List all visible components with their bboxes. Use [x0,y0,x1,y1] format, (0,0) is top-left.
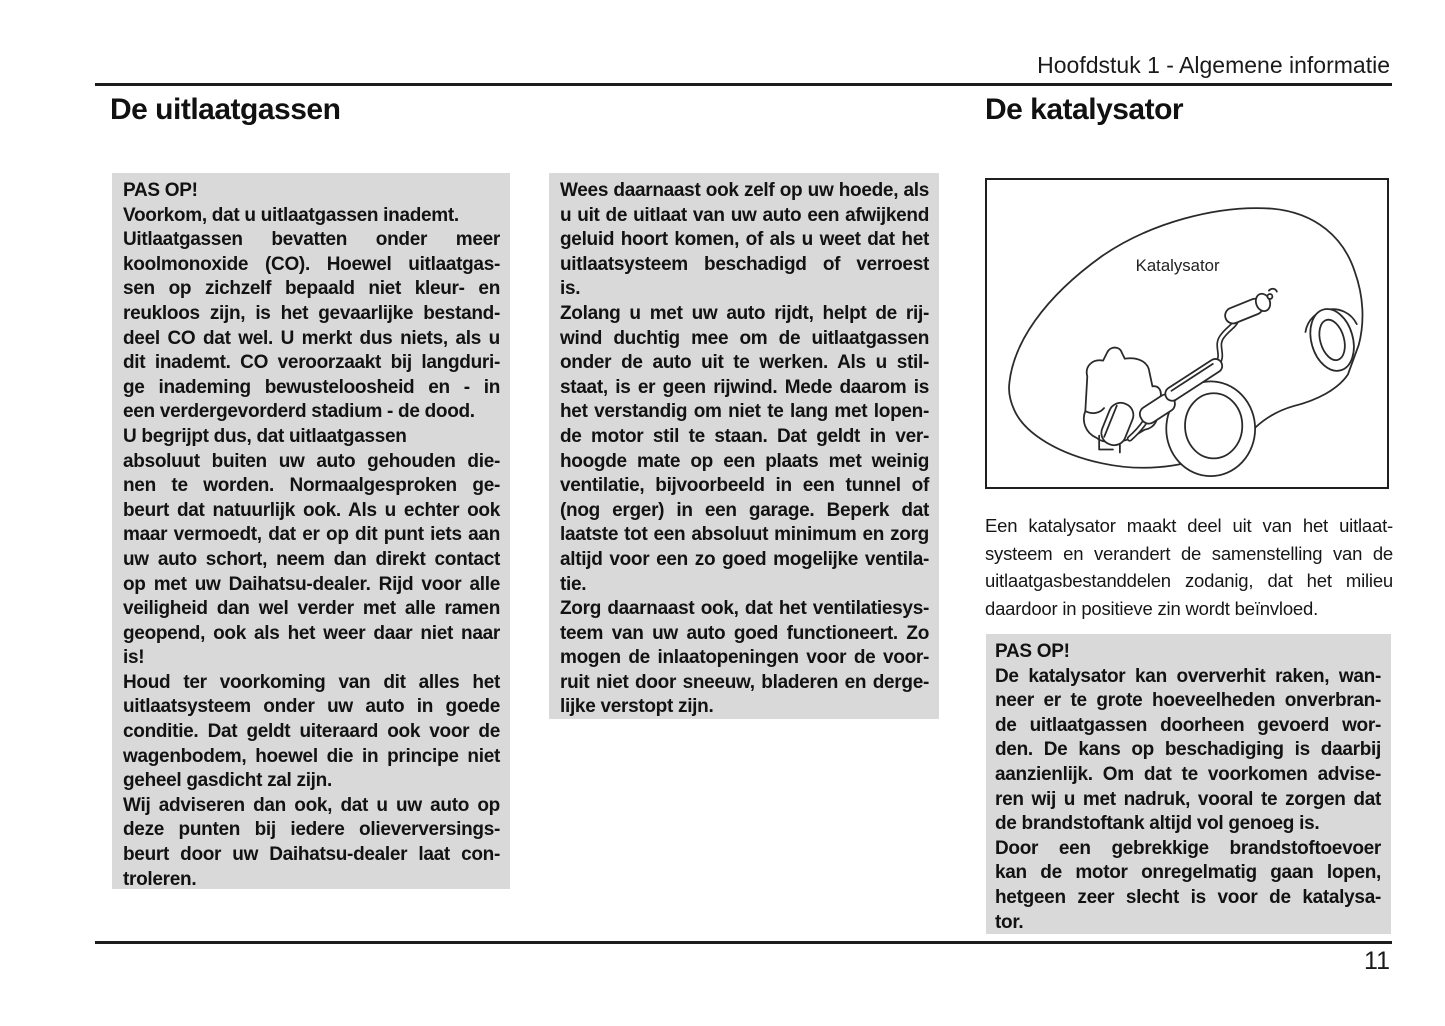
text-line: daardoor in positieve zin wordt beïnvloed. [985,597,1319,619]
text-line: kan de motor onregelmatig gaan lopen, [995,862,1381,884]
text-line: Houd ter voorkoming van dit alles het [123,671,500,693]
text-line: lijke verstopt zijn. [560,696,714,718]
text-line: onder de auto uit te werken. Als u stil- [560,352,929,374]
text-line: op met uw Daihatsu-dealer. Rijd voor alle [123,573,500,595]
text-line: u uit de uitlaat van uw auto een afwijkend [560,204,929,226]
text-line: ren wij u met nadruk, vooral te zorgen dat [995,788,1381,810]
text-line: de uitlaatgassen doorheen gevoerd wor- [995,714,1381,736]
text-line: Wees daarnaast ook zelf op uw hoede, als [560,180,929,201]
text-line: hoogde mate op een plaats met weinig [560,450,929,472]
car-exhaust-illustration [987,180,1387,487]
text-line: Door een gebrekkige brandstoftoevoer [995,837,1381,859]
text-line: is. [560,278,581,300]
catalyst-intro-paragraph [985,512,1393,622]
text-line: U begrijpt dus, dat uitlaatgassen [123,425,407,447]
footer-rule [95,941,1392,944]
text-line: de motor stil te staan. Dat geldt in ver- [560,425,929,447]
text-line: systeem en verandert de samenstelling van de [985,542,1393,564]
warning-box-exhaust [112,173,510,889]
text-line: geheel gasdicht zal zijn. [123,770,332,792]
text-line: uw auto schort, neem dan direkt contact [123,548,500,570]
text-line: absoluut buiten uw auto gehouden die- [123,450,500,472]
text-line: laatste tot een absoluut minimum en zorg [560,524,929,546]
text-line: dit inademt. CO veroorzaakt bij langduri- [123,352,500,374]
figure-label: Katalysator [1135,255,1220,275]
text-line: nen te worden. Normaalgesproken ge- [123,475,500,497]
text-line: staat, is er geen rijwind. Mede daarom is [560,376,929,398]
text-line: troleren. [123,868,197,890]
text-line: veiligheid dan wel verder met alle ramen [123,598,500,620]
text-line: maar vermoedt, dat er op dit punt iets aan [123,524,500,546]
text-line: beurt dat natuurlijk ook. Als u echter ook [123,499,500,521]
text-line: aanzienlijk. Om dat te voorkomen advise- [995,763,1381,785]
text-line: ruit niet door sneeuw, bladeren en derge- [560,671,929,693]
text-line: den. De kans op beschadiging is daarbij [995,739,1381,761]
text-line: De katalysator kan oververhit raken, wan- [995,665,1381,687]
text-line: wind duchtig mee om de uitlaatgassen [560,327,929,349]
text-line: mogen de inlaatopeningen voor de voor- [560,647,929,669]
text-line: PAS OP! [995,641,1070,662]
text-line: wagenbodem, hoewel die in principe niet [123,745,500,767]
text-line: PAS OP! [123,180,198,201]
text-line: Wij adviseren dan ook, dat u uw auto op [123,794,500,816]
text-line: reukloos zijn, is het gevaarlijke bestand- [123,302,500,324]
text-line: (nog erger) in een garage. Beperk dat [560,499,929,521]
text-line: hetgeen zeer slecht is voor de katalysa- [995,886,1381,908]
text-line: deze punten bij iedere olieverversings- [123,819,500,841]
page-number: 11 [1364,947,1390,975]
text-line: neer er te grote hoeveelheden onverbran- [995,690,1381,712]
text-line: sen op zichzelf bepaald niet kleur- en [123,278,500,300]
text-line: Uitlaatgassen bevatten onder meer [123,229,500,251]
text-line: Zolang u met uw auto rijdt, helpt de rij- [560,302,929,324]
text-line: de brandstoftank altijd vol genoeg is. [995,813,1320,835]
text-line: een verdergevorderd stadium - de dood. [123,401,475,423]
text-line: Zorg daarnaast ook, dat het ventilatiesys- [560,598,929,620]
warning-box-exhaust-continued [549,173,939,719]
text-line: conditie. Dat geldt uiteraard ook voor de [123,721,500,743]
text-line: uitlaatgasbestanddelen zodanig, dat het milieu [985,570,1393,591]
text-line: geluid hoort komen, of als u weet dat het [560,229,929,251]
text-line: deel CO dat wel. U merkt dus niets, als u [123,327,500,349]
text-line: is! [123,647,145,669]
text-line: beurt door uw Daihatsu-dealer laat con- [123,844,500,866]
text-line: teem van uw auto goed functioneert. Zo [560,622,929,644]
text-line: Voorkom, dat u uitlaatgassen inademt. [123,204,459,226]
catalyst-figure [985,178,1389,489]
section-heading-exhaust: De uitlaatgassen [110,93,341,126]
text-line: uitlaatsysteem onder uw auto in goede [123,696,500,718]
header-rule [95,83,1392,86]
text-line: ge inademing bewusteloosheid en - in [123,376,500,398]
text-line: altijd voor een zo goed mogelijke ventila- [560,548,929,570]
text-line: ventilatie, bijvoorbeeld in een tunnel of [560,475,929,497]
section-heading-catalyst: De katalysator [985,93,1184,126]
text-line: het verstandig om niet te lang met lopen- [560,401,929,423]
text-line: uitlaatsysteem beschadigd of verroest [560,253,929,275]
warning-box-catalyst [986,634,1391,934]
text-line: tie. [560,573,587,595]
text-line: koolmonoxide (CO). Hoewel uitlaatgas- [123,253,500,275]
chapter-header: Hoofdstuk 1 - Algemene informatie [1037,52,1390,78]
text-line: tor. [995,911,1024,933]
text-line: Een katalysator maakt deel uit van het uitlaat- [985,515,1393,536]
text-line: geopend, ook als het weer daar niet naar [123,622,500,644]
